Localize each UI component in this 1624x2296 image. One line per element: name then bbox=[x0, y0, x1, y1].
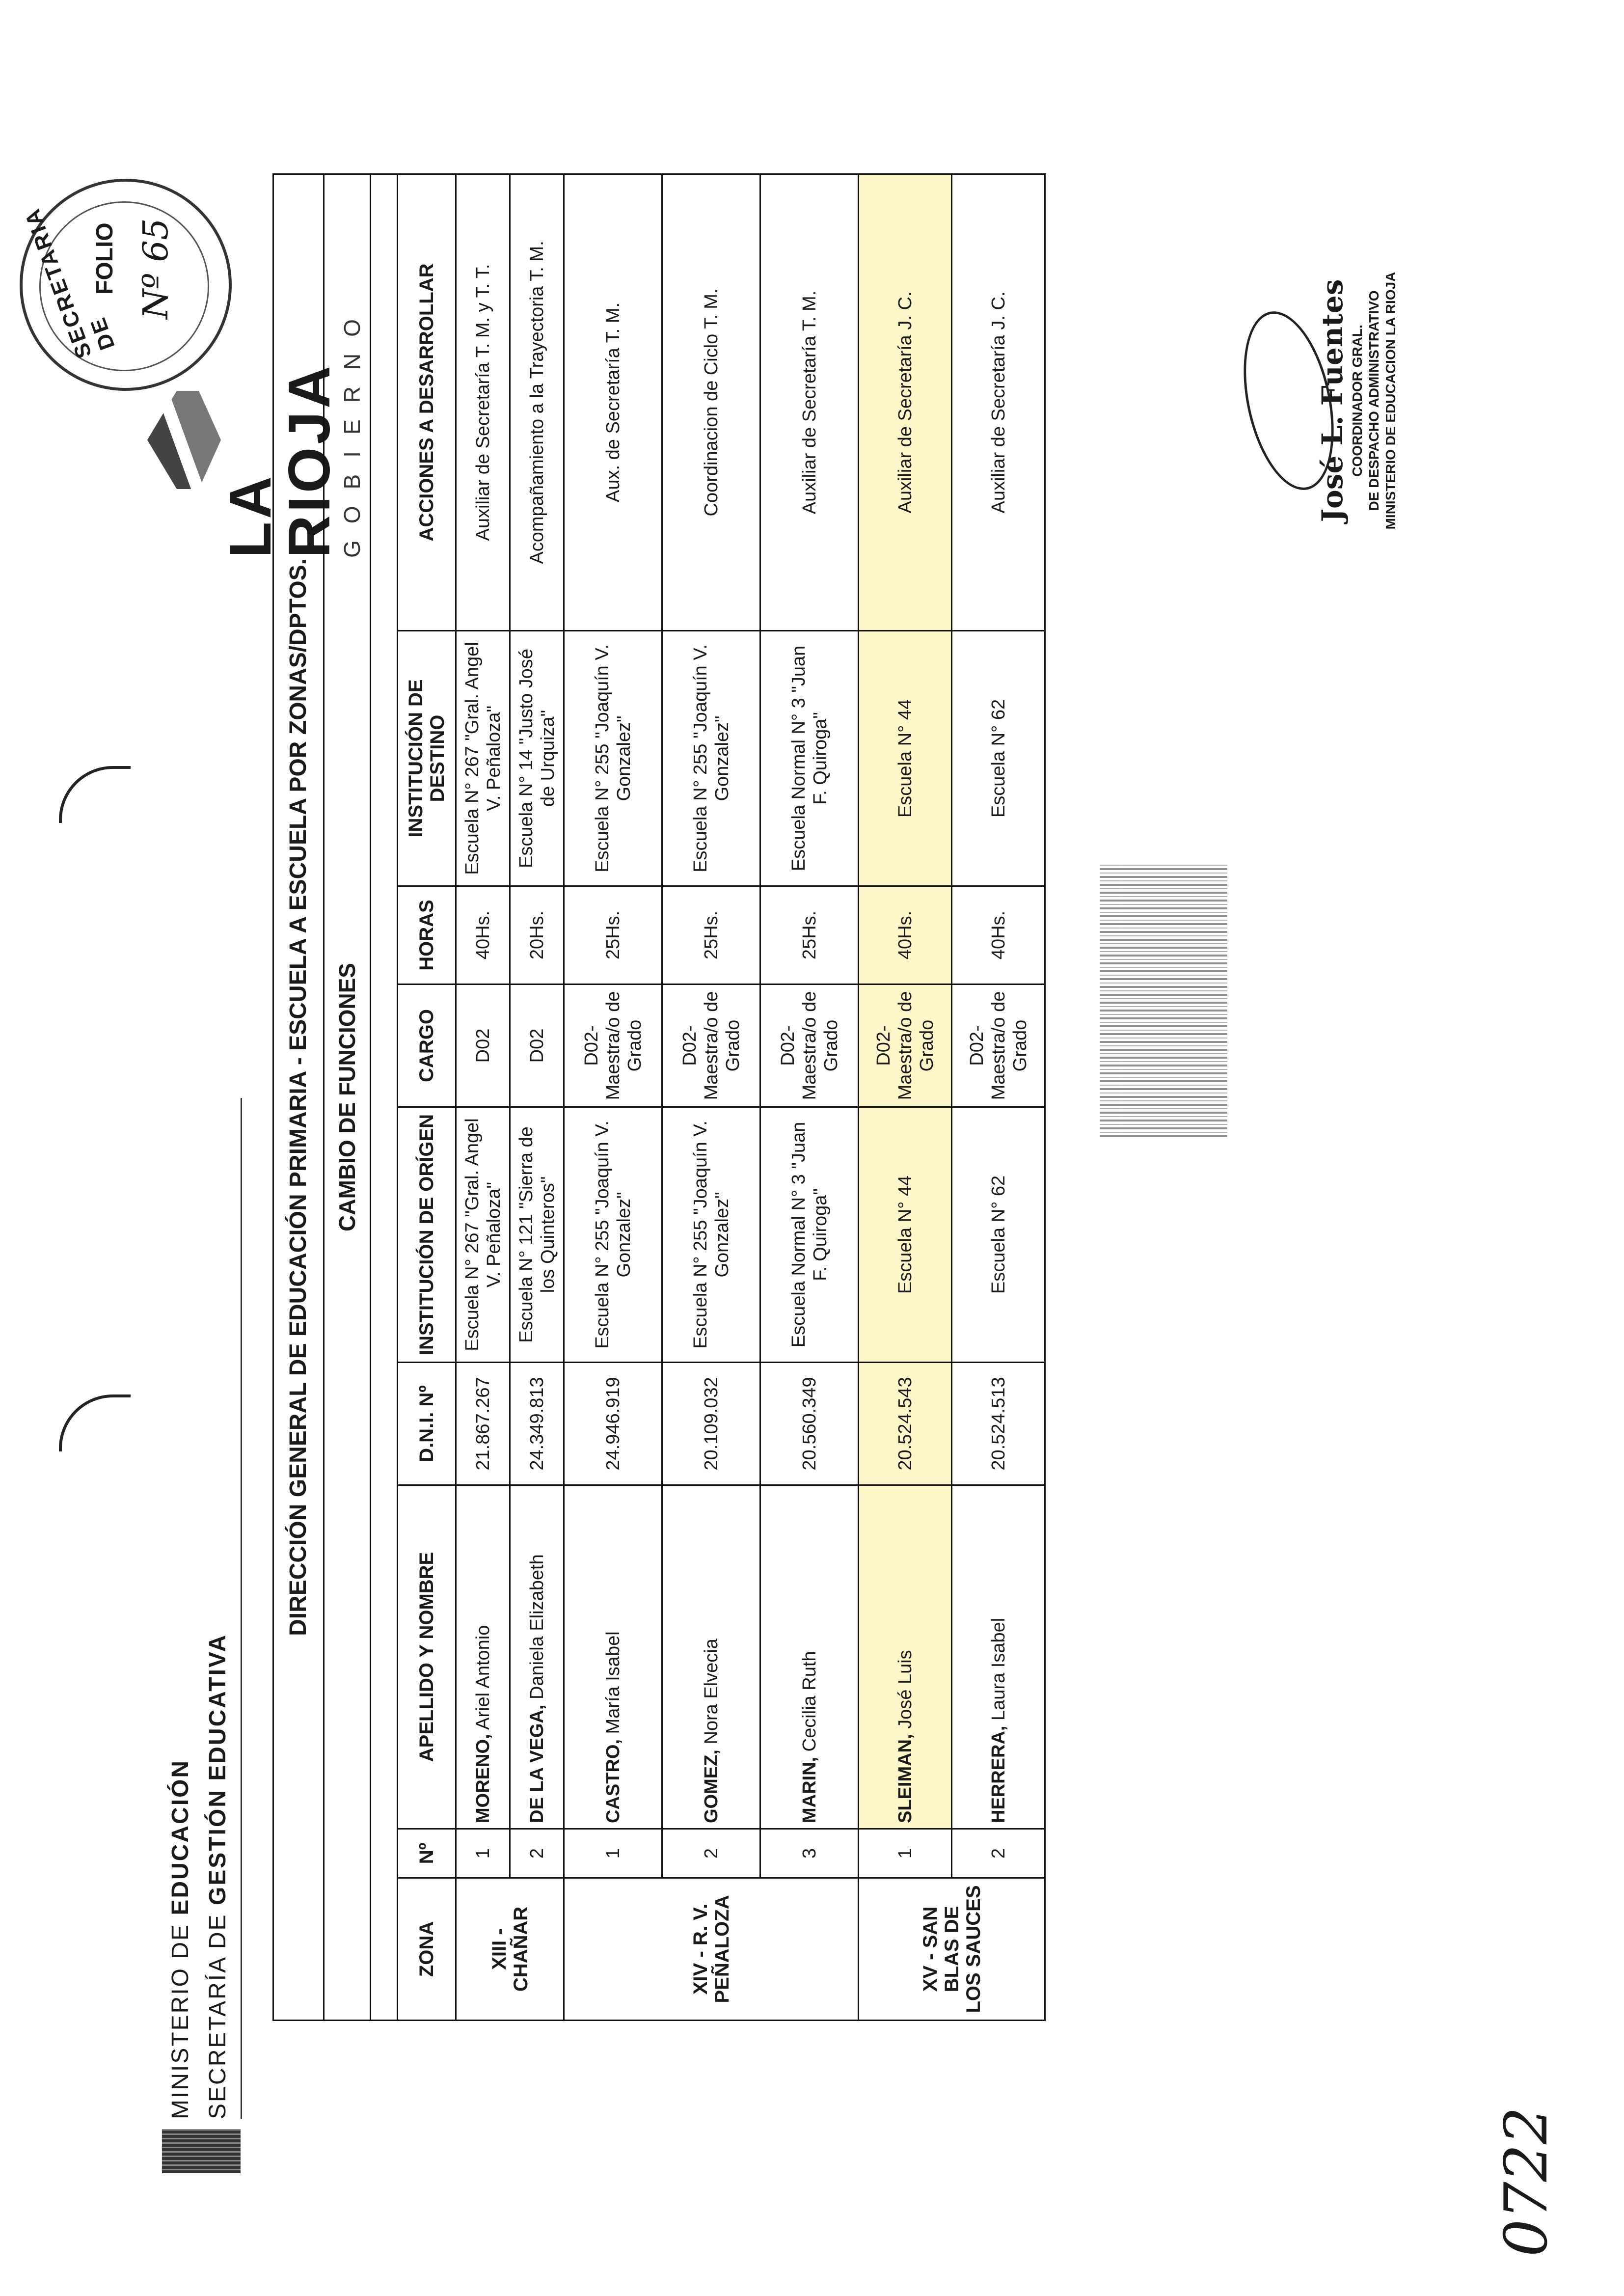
header-rule bbox=[241, 1098, 242, 2119]
horas: 25Hs. bbox=[760, 886, 859, 984]
cargo: D02- Maestra/o de Grado bbox=[952, 984, 1045, 1107]
horas: 40Hs. bbox=[859, 886, 952, 984]
dni: 20.109.032 bbox=[662, 1363, 760, 1485]
col-header: APELLIDO Y NOMBRE bbox=[398, 1485, 456, 1829]
zone-cell: XIV - R. V. PEÑALOZA bbox=[564, 1878, 859, 2021]
secretary-strong: GESTIÓN EDUCATIVA bbox=[205, 1633, 231, 1906]
dni: 20.560.349 bbox=[760, 1363, 859, 1485]
dni: 24.946.919 bbox=[564, 1363, 662, 1485]
action: Coordinacion de Ciclo T. M. bbox=[662, 174, 760, 630]
col-header: INSTITUCIÓN DE DESTINO bbox=[398, 631, 456, 886]
table-row bbox=[456, 174, 510, 2020]
action: Acompañamiento a la Trayectoria T. M. bbox=[510, 174, 564, 630]
ministry-label: MINISTERIO DE bbox=[167, 1923, 193, 2119]
cargo: D02 bbox=[456, 984, 510, 1107]
row-number: 3 bbox=[760, 1829, 859, 1878]
destination-institution: Escuela N° 62 bbox=[952, 631, 1045, 886]
action: Auxiliar de Secretaría T. M. y T. T. bbox=[456, 174, 510, 630]
table-row bbox=[952, 174, 1045, 2020]
logo-mark-icon bbox=[147, 391, 221, 489]
col-header: CARGO bbox=[398, 984, 456, 1107]
stamp-title: SECRETARIA DE bbox=[20, 205, 120, 362]
secretary-label: SECRETARÍA DE bbox=[205, 1913, 231, 2119]
row-number: 1 bbox=[564, 1829, 662, 1878]
person-name: CASTRO, María Isabel bbox=[564, 1485, 662, 1829]
person-name: DE LA VEGA, Daniela Elizabeth bbox=[510, 1485, 564, 1829]
action: Auxiliar de Secretaría T. M. bbox=[760, 174, 859, 630]
origin-institution: Escuela N° 255 "Joaquín V. Gonzalez" bbox=[564, 1107, 662, 1363]
logo-sub: GOBIERNO bbox=[339, 302, 365, 558]
person-name: MORENO, Ariel Antonio bbox=[456, 1485, 510, 1829]
row-number: 1 bbox=[859, 1829, 952, 1878]
col-header: INSTITUCIÓN DE ORÍGEN bbox=[398, 1107, 456, 1363]
table-subtitle: CAMBIO DE FUNCIONES bbox=[324, 174, 371, 2020]
cargo: D02- Maestra/o de Grado bbox=[859, 984, 952, 1107]
signer-title: COORDINADOR GRAL. bbox=[1350, 325, 1365, 477]
cargo: D02 bbox=[510, 984, 564, 1107]
ministry-strong: EDUCACIÓN bbox=[167, 1759, 193, 1915]
dni: 20.524.543 bbox=[859, 1363, 952, 1485]
table-row bbox=[859, 174, 952, 2020]
person-name: HERRERA, Laura Isabel bbox=[952, 1485, 1045, 1829]
cargo: D02- Maestra/o de Grado bbox=[564, 984, 662, 1107]
logo-name: LA RIOJA bbox=[217, 363, 342, 558]
person-name: SLEIMAN, José Luis bbox=[859, 1485, 952, 1829]
origin-institution: Escuela N° 267 "Gral. Angel V. Peñaloza" bbox=[456, 1107, 510, 1363]
row-number: 2 bbox=[662, 1829, 760, 1878]
coordinator-signature bbox=[1247, 263, 1399, 538]
row-number: 1 bbox=[456, 1829, 510, 1878]
col-header: HORAS bbox=[398, 886, 456, 984]
origin-institution: Escuela Normal N° 3 "Juan F. Quiroga" bbox=[760, 1107, 859, 1363]
origin-institution: Escuela N° 255 "Joaquín V. Gonzalez" bbox=[662, 1107, 760, 1363]
destination-institution: Escuela N° 267 "Gral. Angel V. Peñaloza" bbox=[456, 631, 510, 886]
cargo: D02- Maestra/o de Grado bbox=[760, 984, 859, 1107]
origin-institution: Escuela N° 121 "Sierra de los Quinteros" bbox=[510, 1107, 564, 1363]
barcode-stamp bbox=[1100, 862, 1227, 1137]
dni: 24.349.813 bbox=[510, 1363, 564, 1485]
origin-institution: Escuela N° 62 bbox=[952, 1107, 1045, 1363]
person-name: MARIN, Cecilia Ruth bbox=[760, 1485, 859, 1829]
table-title: DIRECCIÓN GENERAL DE EDUCACIÓN PRIMARIA - ESCUELA A ESCUELA POR ZONAS/DPTOS. bbox=[273, 174, 324, 2020]
col-header: D.N.I. Nº bbox=[398, 1363, 456, 1485]
dni: 21.867.267 bbox=[456, 1363, 510, 1485]
table-row bbox=[760, 174, 859, 2020]
col-header: Nº bbox=[398, 1829, 456, 1878]
col-header: ACCIONES A DESARROLLAR bbox=[398, 174, 456, 630]
horas: 40Hs. bbox=[952, 886, 1045, 984]
header-row bbox=[398, 174, 456, 2020]
cargo: D02- Maestra/o de Grado bbox=[662, 984, 760, 1107]
ministry-header bbox=[162, 1634, 237, 2119]
destination-institution: Escuela N° 255 "Joaquín V. Gonzalez" bbox=[662, 631, 760, 886]
stamp-folio: FOLIO bbox=[92, 222, 118, 295]
table-row bbox=[510, 174, 564, 2020]
horas: 40Hs. bbox=[456, 886, 510, 984]
action: Auxiliar de Secretaría J. C. bbox=[859, 174, 952, 630]
horas: 25Hs. bbox=[662, 886, 760, 984]
action: Auxiliar de Secretaría J. C. bbox=[952, 174, 1045, 630]
signer-name: José L. Fuentes bbox=[1316, 279, 1349, 522]
col-header: ZONA bbox=[398, 1878, 456, 2021]
table-row bbox=[564, 174, 662, 2020]
horas: 25Hs. bbox=[564, 886, 662, 984]
destination-institution: Escuela N° 44 bbox=[859, 631, 952, 886]
destination-institution: Escuela N° 255 "Joaquín V. Gonzalez" bbox=[564, 631, 662, 886]
stamp-number: Nº 65 bbox=[135, 218, 176, 319]
handwritten-number: 0722 bbox=[1492, 2106, 1561, 2257]
row-number: 2 bbox=[510, 1829, 564, 1878]
signer-ministry: MINISTERIO DE EDUCACION LA RIOJA bbox=[1383, 272, 1398, 530]
functions-table bbox=[272, 173, 1046, 2021]
person-name: GOMEZ, Nora Elvecia bbox=[662, 1485, 760, 1829]
destination-institution: Escuela N° 14 "Justo José de Urquiza" bbox=[510, 631, 564, 886]
zone-cell: XIII - CHAÑAR bbox=[456, 1878, 564, 2021]
table-row bbox=[662, 174, 760, 2020]
action: Aux. de Secretaría T. M. bbox=[564, 174, 662, 630]
row-number: 2 bbox=[952, 1829, 1045, 1878]
destination-institution: Escuela Normal N° 3 "Juan F. Quiroga" bbox=[760, 631, 859, 886]
folio-stamp bbox=[20, 179, 232, 391]
zone-cell: XV - SAN BLAS DE LOS SAUCES bbox=[859, 1878, 1045, 2021]
ministry-emblem bbox=[162, 2129, 241, 2173]
signer-office: DE DESPACHO ADMINISTRATIVO bbox=[1366, 290, 1381, 511]
horas: 20Hs. bbox=[510, 886, 564, 984]
dni: 20.524.513 bbox=[952, 1363, 1045, 1485]
origin-institution: Escuela N° 44 bbox=[859, 1107, 952, 1363]
